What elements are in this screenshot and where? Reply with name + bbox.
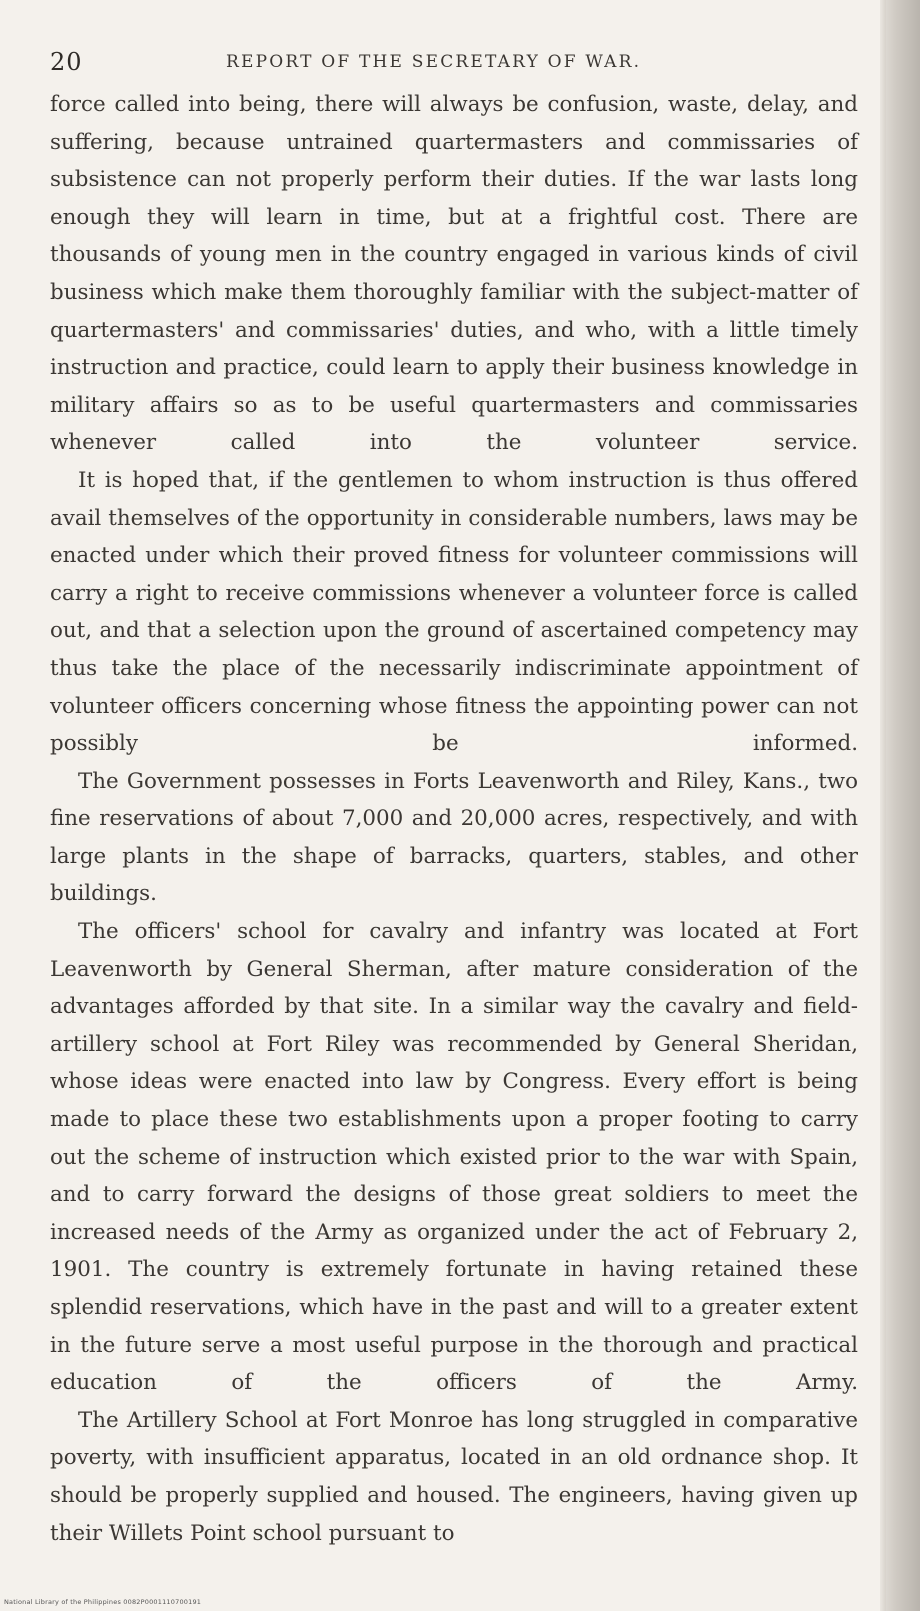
paragraph: force called into being, there will always be confusion, waste, delay, and suffering, because untrained quartermasters and commissaries of subsistence can not properly perform their duties. If the war lasts long enough they will learn in time, but at a frightful cost. There are thousands of young men in the country engaged in various kinds of civil business which make them thoroughly familiar with the subject-matter of quartermasters' and commissaries' duties, and who, with a little timely instruction and practice, could learn to apply their business knowledge in military affairs so as to be useful quartermasters and commissaries whenever called into the volunteer service. bbox=[50, 92, 858, 456]
paragraph: It is hoped that, if the gentlemen to whom instruction is thus offered avail themselves of the opportunity in considerable numbers, laws may be enacted under which their proved fitness for volunteer commissions will carry a right to receive commissions whenever a volunteer force is called out, and that a selection upon the ground of ascertained competency may thus take the place of the necessarily indiscriminate appointment of volunteer officers concerning whose fitness the appointing power can not possibly be informed. bbox=[50, 467, 858, 757]
body-text bbox=[50, 86, 858, 1552]
scan-credit: National Library of the Philippines 0082P0001110700191 bbox=[4, 1598, 202, 1606]
page-header bbox=[50, 44, 862, 84]
paragraph: The Artillery School at Fort Monroe has long struggled in comparative poverty, with insufficient apparatus, located in an old ordnance shop. It should be properly supplied and housed. The engineers, having given up their Willets Point school pursuant to bbox=[50, 1407, 858, 1546]
page-number: 20 bbox=[50, 48, 83, 76]
paragraph: The Government possesses in Forts Leavenworth and Riley, Kans., two fine reservations of about 7,000 and 20,000 acres, respectively, and with large plants in the shape of barracks, quarters, stables, and other buildings. bbox=[50, 768, 858, 907]
paragraph: The officers' school for cavalry and infantry was located at Fort Leavenworth by General Sherman, after mature consideration of the advantages afforded by that site. In a similar way the cavalry and field-artillery school at Fort Riley was recommended by General Sheridan, whose ideas were enacted into law by Congress. Every effort is being made to place these two establishments upon a proper footing to carry out the scheme of instruction which existed prior to the war with Spain, and to carry forward the designs of those great soldiers to meet the increased needs of the Army as organized under the act of February 2, 1901. The country is extremely fortunate in having retained these splendid reservations, which have in the past and will to a greater extent in the future serve a most useful purpose in the thorough and practical education of the officers of the Army. bbox=[50, 919, 858, 1396]
book-page-edge bbox=[880, 0, 920, 1611]
running-head: REPORT OF THE SECRETARY OF WAR. bbox=[226, 52, 642, 72]
